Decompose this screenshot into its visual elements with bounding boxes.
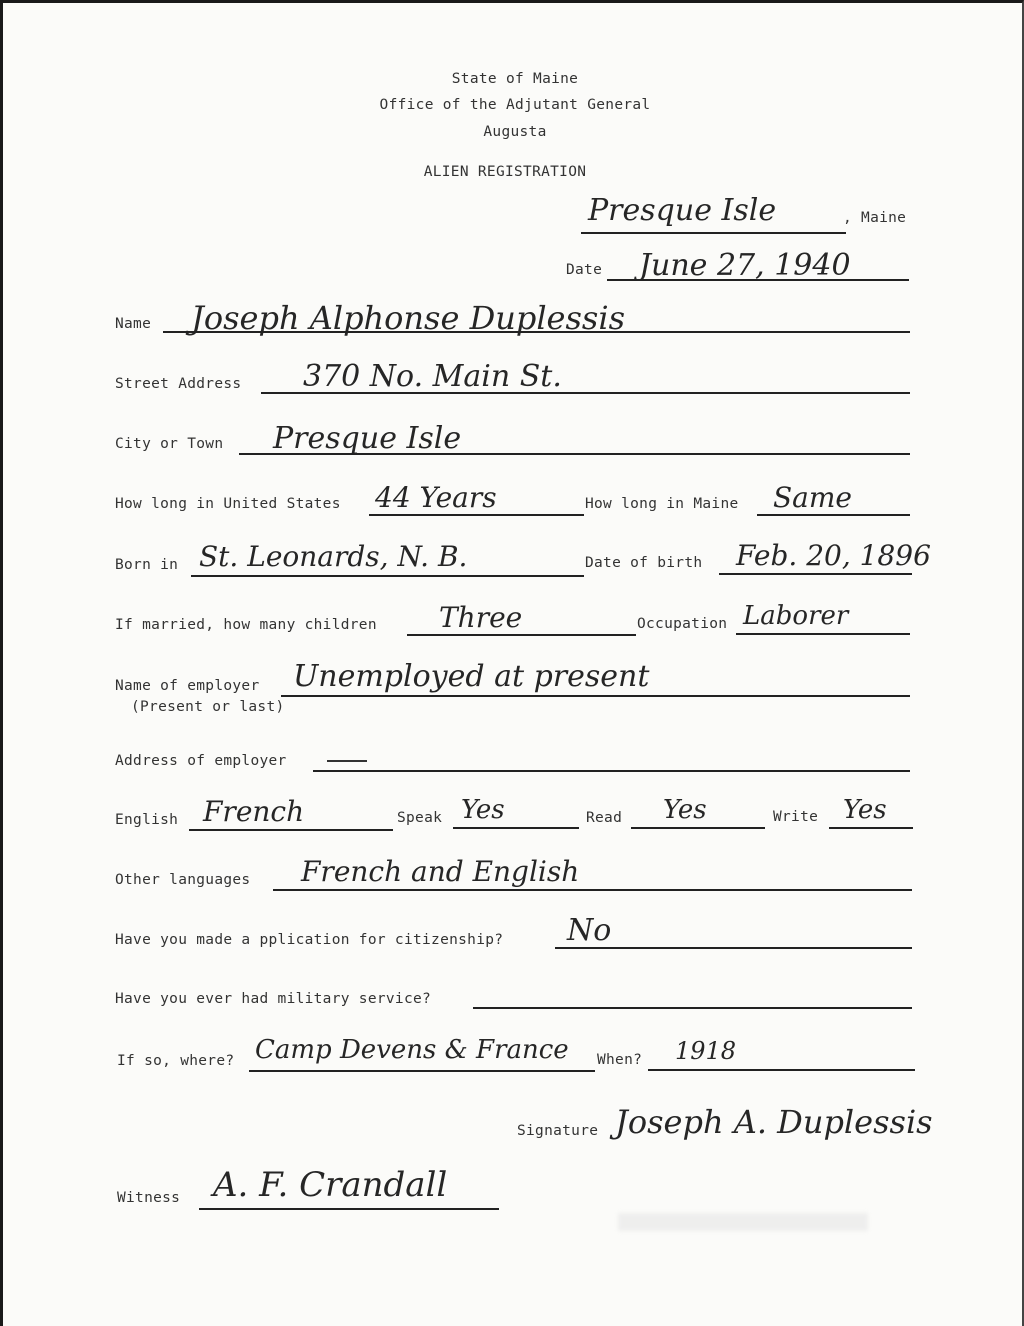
- name-value: Joseph Alphonse Duplessis: [191, 299, 625, 337]
- where-value: Camp Devens & France: [255, 1035, 569, 1065]
- children-value: Three: [439, 601, 523, 634]
- when-label: When?: [597, 1052, 643, 1068]
- read-rule: [631, 827, 765, 829]
- employer-sublabel: (Present or last): [131, 699, 285, 715]
- city-value: Presque Isle: [273, 421, 462, 456]
- employer-rule: [281, 695, 910, 697]
- name-rule: [163, 331, 910, 333]
- english-label: English: [115, 812, 179, 828]
- place-value: Presque Isle: [588, 193, 777, 228]
- city-label: City or Town: [115, 436, 224, 452]
- city-rule: [239, 453, 910, 455]
- read-value: Yes: [663, 795, 707, 825]
- born-in-label: Born in: [115, 557, 179, 573]
- dob-value: Feb. 20, 1896: [736, 539, 931, 572]
- citizenship-label: Have you made a pplication for citizenship?: [115, 932, 504, 948]
- speak-rule: [453, 827, 579, 829]
- when-rule: [648, 1069, 915, 1071]
- read-label: Read: [586, 810, 623, 826]
- military-rule: [473, 1007, 912, 1009]
- how-long-maine-value: Same: [773, 481, 852, 514]
- write-rule: [829, 827, 913, 829]
- children-label: If married, how many children: [115, 617, 377, 633]
- occupation-rule: [736, 633, 910, 635]
- speak-value: Yes: [461, 795, 505, 825]
- place-suffix: , Maine: [843, 210, 907, 226]
- name-label: Name: [115, 316, 152, 332]
- employer-address-label: Address of employer: [115, 753, 287, 769]
- occupation-label: Occupation: [637, 616, 728, 632]
- street-label: Street Address: [115, 376, 242, 392]
- when-value: 1918: [675, 1037, 737, 1065]
- signature-label: Signature: [517, 1123, 599, 1139]
- employer-address-dash: [327, 760, 367, 762]
- english-rule: [189, 829, 393, 831]
- born-in-rule: [191, 575, 584, 577]
- write-label: Write: [773, 809, 819, 825]
- place-rule: [581, 232, 846, 234]
- where-rule: [249, 1070, 595, 1072]
- header-office: Office of the Adjutant General: [379, 97, 651, 113]
- english-value: French: [203, 795, 305, 828]
- how-long-maine-rule: [757, 514, 910, 516]
- header-state: State of Maine: [451, 71, 579, 87]
- street-value: 370 No. Main St.: [303, 359, 562, 394]
- employer-address-rule: [313, 770, 910, 772]
- how-long-maine-label: How long in Maine: [585, 496, 739, 512]
- date-label: Date: [566, 262, 603, 278]
- where-label: If so, where?: [117, 1053, 235, 1069]
- street-rule: [261, 392, 910, 394]
- employer-value: Unemployed at present: [293, 659, 650, 694]
- other-languages-rule: [273, 889, 912, 891]
- born-in-value: St. Leonards, N. B.: [199, 540, 468, 573]
- how-long-us-rule: [369, 514, 584, 516]
- employer-label: Name of employer: [115, 678, 260, 694]
- dob-label: Date of birth: [585, 555, 703, 571]
- other-languages-label: Other languages: [115, 872, 251, 888]
- children-rule: [407, 634, 636, 636]
- citizenship-value: No: [567, 913, 612, 948]
- signature-value: Joseph A. Duplessis: [615, 1103, 933, 1141]
- citizenship-rule: [555, 947, 912, 949]
- military-label: Have you ever had military service?: [115, 991, 432, 1007]
- witness-value: A. F. Crandall: [213, 1165, 448, 1205]
- form-title: ALIEN REGISTRATION: [423, 164, 587, 180]
- write-value: Yes: [843, 795, 887, 825]
- occupation-value: Laborer: [743, 601, 849, 631]
- how-long-us-value: 44 Years: [375, 481, 497, 514]
- header-city: Augusta: [483, 124, 547, 140]
- speak-label: Speak: [397, 810, 443, 826]
- dob-rule: [719, 573, 912, 575]
- date-value: June 27, 1940: [639, 248, 851, 283]
- faint-smudge: [618, 1213, 868, 1231]
- date-rule: [607, 279, 909, 281]
- how-long-us-label: How long in United States: [115, 496, 341, 512]
- other-languages-value: French and English: [301, 855, 580, 888]
- witness-label: Witness: [117, 1190, 181, 1206]
- witness-rule: [199, 1208, 499, 1210]
